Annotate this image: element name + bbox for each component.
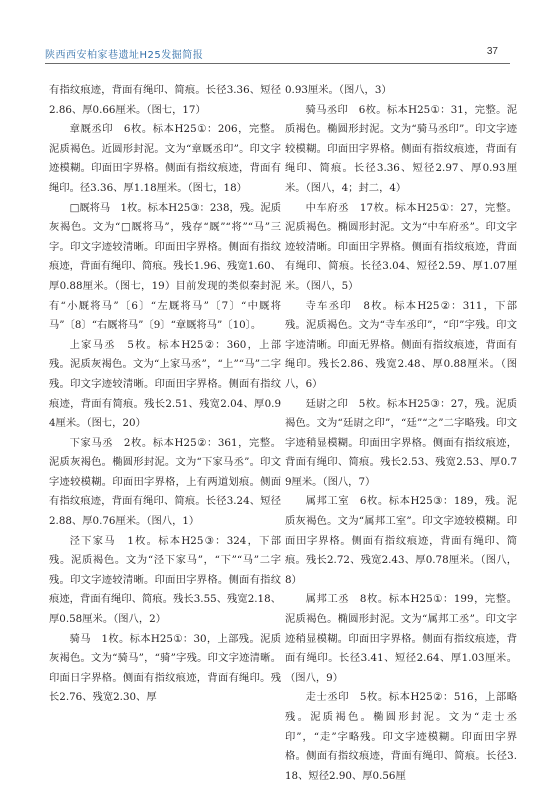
paragraph: 中车府丞 17枚。标本H25①：27，完整。泥质褐色。椭圆形封泥。文为“中车府丞”。印文字迹较清晰。印面田字界格。侧面有指纹痕迹，背面有绳印、简痕。长径3.04、短径2.59、厚1.07厘米。（图八，5）: [285, 201, 517, 292]
left-text-column: [49, 81, 281, 708]
paragraph: 有指纹痕迹，背面有绳印、简痕。长径3.36、短径2.86、厚0.66厘米。（图七，17）: [49, 84, 281, 116]
page-number: 37: [486, 46, 498, 57]
header-divider: [45, 63, 510, 64]
right-text-column: [285, 81, 517, 786]
page-header: [0, 46, 550, 68]
paragraph: 骑马丞印 6枚。标本H25①：31，完整。泥质褐色。椭圆形封泥。文为“骑马丞印”。印文字迹较模糊。印面田字界格。侧面有指纹痕迹，背面有绳印、简痕。长径3.36、短径2.97、厚0.93厘米。（图八，4；封二，4）: [285, 103, 517, 194]
paragraph: 走士丞印 5枚。标本H25②：516，上部略残。泥质褐色。椭圆形封泥。文为“走士丞印”，“走”字略残。印文字迹模糊。印面田字界格。侧面有指纹痕迹，背面有绳印、简痕。长径3.18、短径2.90、厚0.56厘: [285, 691, 517, 782]
running-title: 陕西西安柏家巷遗址H25发掘简报: [45, 50, 204, 61]
paragraph: 章厩丞印 6枚。标本H25①：206，完整。泥质褐色。近圆形封泥。文为“章厩丞印”。印文字迹模糊。印面田字界格。侧面有指纹痕迹，背面有绳印。径3.36、厚1.18厘米。（图七，18）: [49, 123, 281, 194]
paragraph: 0.93厘米。（图八，3）: [285, 84, 392, 96]
paragraph: □厩将马 1枚。标本H25③：238，残。泥质灰褐色。文为“□厩将马”，残存“厩”“将”“马”三字。印文字迹较清晰。印面田字界格。侧面有指纹痕迹，背面有绳印、简痕。残长1.96、残宽1.60、厚0.88厘米。（图七，19）目前发现的类似秦封泥有“小厩将马”〔6〕“左厩将马”〔7〕“中厩将马”〔8〕“右厩将马”〔9〕“章厩将马”〔10〕。: [49, 201, 281, 332]
paragraph: 上家马丞 5枚。标本H25②：360，上部残。泥质灰褐色。文为“上家马丞”，“上”“马”二字残。印文字迹较清晰。印面田字界格。侧面有指纹痕迹，背面有简痕。残长2.51、残宽2.04、厚0.94厘米。（图七，20）: [49, 338, 281, 430]
paragraph: 骑马 1枚。标本H25①：30，上部残。泥质灰褐色。文为“骑马”，“骑”字残。印文字迹清晰。印面日字界格。侧面有指纹痕迹，背面有绳印。残长2.76、残宽2.30、厚: [49, 632, 281, 704]
paragraph: 廷尉之印 5枚。标本H25③：27，残。泥质褐色。文为“廷尉之印”，“廷”“之”二字略残。印文字迹稍显模糊。印面田字界格。侧面有指纹痕迹，背面有绳印、简痕。残长2.53、残宽2.53、厚0.79厘米。（图八，7）: [285, 397, 517, 488]
paragraph: 属邦工室 6枚。标本H25③：189，残。泥质灰褐色。文为“属邦工室”。印文字迹较模糊。印面田字界格。侧面有指纹痕迹，背面有绳印、简痕。残长2.72、残宽2.43、厚0.78厘米。（图八，8）: [285, 495, 517, 586]
paragraph: 属邦工丞 8枚。标本H25①：199，完整。泥质褐色。椭圆形封泥。文为“属邦工丞”。印文字迹稍显模糊。印面田字界格。侧面有指纹痕迹，背面有绳印。长径3.41、短径2.64、厚1.03厘米。（图八，9）: [285, 593, 517, 684]
paragraph: 泾下家马 1枚。标本H25③：324，下部残。泥质褐色。文为“泾下家马”，“下”“马”二字残。印文字迹较清晰。印面田字界格。侧面有指纹痕迹，背面有绳印、简痕。残长3.55、残宽2.18、厚0.58厘米。（图八，2）: [49, 534, 281, 626]
paragraph: 下家马丞 2枚。标本H25②：361，完整。泥质灰褐色。椭圆形封泥。文为“下家马丞”。印文字迹较模糊。印面田字界格，上有两道划痕。侧面有指纹痕迹，背面有绳印、简痕。长径3.24、短径2.88、厚0.76厘米。（图八，1）: [49, 436, 281, 528]
paragraph: 寺车丞印 8枚。标本H25②：311，下部残。泥质褐色。文为“寺车丞印”，“印”字残。印文字迹清晰。印面无界格。侧面有指纹痕迹，背面有绳印。残长2.86、残宽2.48、厚0.88厘米。（图八，6）: [285, 299, 517, 390]
